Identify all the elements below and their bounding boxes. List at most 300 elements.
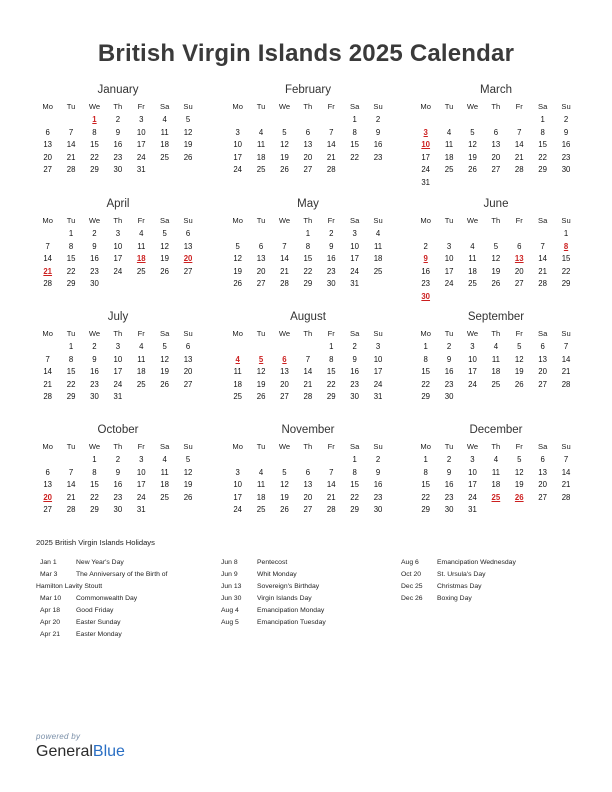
day-cell: 24 [444,279,454,289]
day-cell: 19 [514,367,524,377]
day-cell: 25 [233,392,243,402]
day-cell: 5 [282,127,287,137]
holiday-date: 30 [421,291,431,301]
day-cell: 26 [160,266,169,276]
day-cell: 23 [421,279,431,289]
month-days-grid [36,214,200,291]
day-cell: 5 [493,241,499,251]
empty-cell [249,228,272,241]
day-cell: 12 [256,367,266,377]
day-cell: 19 [160,367,169,377]
day-cell: 8 [305,241,311,251]
day-cell: 18 [468,266,477,276]
day-cell: 2 [92,229,97,238]
empty-cell [320,114,343,127]
day-cell: 28 [303,392,313,402]
day-cell: 9 [352,354,357,364]
day-cell: 23 [373,492,383,502]
page-title: British Virgin Islands 2025 Calendar [97,40,515,67]
day-cell: 1 [68,342,74,351]
month-april [36,196,200,291]
day-cell: 16 [373,480,383,490]
day-cell: 24 [113,266,123,276]
empty-cell [508,114,531,127]
day-cell: 13 [303,480,313,490]
month-days-grid [36,440,200,517]
day-cell: 1 [423,455,428,464]
day-cell: 21 [514,152,524,162]
day-cell: 25 [136,266,146,276]
weekday-header: Sa [350,442,360,451]
day-cell: 23 [326,266,336,276]
day-cell: 4 [139,342,144,351]
day-cell: 28 [561,379,571,389]
weekday-header: Th [491,102,501,111]
month-name: June [483,198,509,210]
day-cell: 20 [491,152,501,162]
holiday-date: 20 [43,492,53,502]
holiday-date-label: Aug 6 [401,559,419,566]
month-december [414,422,578,517]
weekday-header: Su [561,329,571,338]
day-cell: 9 [115,127,121,137]
day-cell: 14 [326,140,336,150]
day-cell: 14 [514,140,524,150]
day-cell: 4 [493,342,499,351]
day-cell: 2 [446,455,452,464]
empty-cell [296,114,319,127]
day-cell: 10 [136,127,146,137]
month-name: November [281,424,335,436]
logo-part-general: General [36,743,93,760]
day-cell: 26 [256,392,266,402]
day-cell: 19 [280,152,289,162]
day-cell: 1 [352,115,357,124]
day-cell: 17 [233,152,243,162]
day-cell: 19 [183,140,193,150]
day-cell: 27 [43,505,53,515]
day-cell: 1 [563,229,569,238]
day-cell: 6 [540,342,545,351]
day-cell: 20 [538,480,547,490]
day-cell: 9 [375,467,381,477]
holiday-date-label: Apr 20 [40,619,61,626]
holiday-name: Commonwealth Day [76,595,138,602]
day-cell: 31 [468,505,477,515]
holiday-date-label: Aug 4 [221,607,239,614]
weekday-header: Mo [42,442,53,451]
month-days-grid [36,100,200,177]
day-cell: 8 [423,467,428,477]
day-cell: 29 [326,392,336,402]
empty-cell [461,114,484,127]
weekday-header: Tu [444,442,454,451]
weekday-header: We [278,329,291,338]
day-cell: 3 [115,342,121,351]
day-cell: 19 [256,379,266,389]
day-cell: 6 [493,127,499,137]
day-cell: 29 [561,279,571,289]
day-cell: 17 [421,152,431,162]
day-cell: 12 [491,254,501,264]
month-days-grid [414,100,578,190]
day-cell: 16 [444,480,454,490]
holiday-date: 4 [235,354,240,364]
empty-cell [226,114,249,127]
day-cell: 5 [162,229,167,238]
day-cell: 16 [90,367,99,377]
day-cell: 12 [514,467,524,477]
day-cell: 2 [115,115,121,124]
day-cell: 25 [444,165,454,175]
empty-cell [249,114,272,127]
weekday-header: Sa [538,102,548,111]
weekday-header: Fr [515,442,523,451]
day-cell: 2 [92,342,97,351]
day-cell: 7 [305,354,311,364]
day-cell: 4 [258,467,264,477]
day-cell: 31 [136,165,146,175]
day-cell: 8 [68,354,74,364]
day-cell: 13 [183,241,193,251]
day-cell: 18 [256,492,266,502]
weekday-header: Sa [160,216,170,225]
holiday-date-label: Oct 20 [401,571,422,578]
day-cell: 17 [113,367,123,377]
holiday-date-label: Apr 21 [40,631,61,638]
day-cell: 20 [256,266,266,276]
month-january [36,82,200,177]
day-cell: 26 [280,165,289,175]
day-cell: 5 [235,241,240,251]
day-cell: 30 [113,505,123,515]
empty-cell [414,228,437,241]
day-cell: 7 [329,127,334,137]
empty-cell [508,228,531,241]
holiday-name: Sovereign's Birthday [257,583,320,590]
day-cell: 29 [421,392,431,402]
day-cell: 19 [468,152,477,162]
month-name: September [467,311,525,323]
day-cell: 2 [446,342,452,351]
holiday-date-label: Mar 10 [40,595,62,602]
day-cell: 20 [538,367,547,377]
weekday-header: Mo [232,216,243,225]
weekday-header: We [278,216,291,225]
holiday-date: 26 [514,492,524,502]
weekday-header: Tu [256,442,266,451]
day-cell: 10 [468,467,477,477]
day-cell: 13 [538,467,547,477]
day-cell: 1 [540,115,545,124]
month-days-grid [36,327,200,404]
day-cell: 25 [136,379,146,389]
day-cell: 20 [183,367,193,377]
day-cell: 21 [280,266,289,276]
weekday-header: Sa [160,329,170,338]
day-cell: 6 [45,467,50,477]
month-october [36,422,200,517]
day-cell: 14 [280,254,289,264]
day-cell: 24 [350,266,359,276]
day-cell: 11 [491,354,500,364]
day-cell: 18 [256,152,266,162]
empty-cell [296,454,319,467]
day-cell: 16 [444,367,454,377]
holiday-entry [40,569,167,581]
day-cell: 18 [373,254,383,264]
month-days-grid [414,214,578,304]
empty-cell [437,114,460,127]
empty-cell [484,228,507,241]
weekday-header: Su [183,216,193,225]
weekday-header: Sa [538,329,548,338]
day-cell: 29 [421,505,431,515]
weekday-header: Su [373,442,383,451]
weekday-header: Th [113,329,123,338]
day-cell: 7 [45,354,50,364]
day-cell: 11 [468,254,477,264]
day-cell: 14 [326,480,336,490]
holiday-name: The Anniversary of the Birth of [76,571,168,578]
day-cell: 16 [113,140,123,150]
day-cell: 1 [352,455,357,464]
day-cell: 23 [113,492,123,502]
holiday-name: Emancipation Wednesday [437,559,516,566]
weekday-header: We [88,216,101,225]
day-cell: 7 [517,127,522,137]
day-cell: 1 [329,342,334,351]
empty-cell [226,454,249,467]
weekday-header: Mo [42,329,53,338]
day-cell: 28 [326,165,336,175]
day-cell: 6 [185,229,191,238]
day-cell: 7 [563,342,569,351]
day-cell: 30 [326,279,336,289]
month-days-grid [414,440,578,517]
holiday-name: Pentecost [257,559,288,566]
day-cell: 15 [90,140,99,150]
holiday-date: 9 [423,254,428,264]
weekday-header: Th [113,102,123,111]
weekday-header: Th [491,216,501,225]
day-cell: 22 [421,379,431,389]
day-cell: 2 [329,229,334,238]
weekday-header: Fr [137,102,145,111]
day-cell: 23 [90,266,99,276]
weekday-header: Sa [160,442,170,451]
weekday-header: Mo [232,329,243,338]
day-cell: 10 [444,254,454,264]
holiday-entry [401,569,516,581]
day-cell: 22 [66,379,76,389]
day-cell: 22 [303,266,313,276]
day-cell: 31 [421,177,431,187]
day-cell: 27 [303,505,313,515]
day-cell: 26 [233,279,243,289]
day-cell: 1 [68,229,74,238]
holiday-date: 5 [258,354,264,364]
day-cell: 3 [139,455,144,464]
month-name: December [469,424,523,436]
day-cell: 19 [514,480,524,490]
day-cell: 7 [68,127,74,137]
month-march [414,82,578,190]
day-cell: 8 [423,354,428,364]
day-cell: 30 [350,392,359,402]
day-cell: 5 [470,127,475,137]
weekday-header: Th [491,442,501,451]
empty-cell [437,228,460,241]
day-cell: 9 [115,467,121,477]
holiday-name-continued: Hamilton Lavity Stoutt [36,583,103,590]
holiday-entry [40,593,167,605]
day-cell: 16 [113,480,123,490]
day-cell: 6 [258,241,264,251]
day-cell: 15 [90,480,99,490]
day-cell: 7 [68,467,74,477]
day-cell: 28 [43,392,53,402]
holiday-date: 18 [136,254,146,264]
day-cell: 11 [373,241,383,251]
empty-cell [414,114,437,127]
day-cell: 10 [233,480,243,490]
day-cell: 24 [421,165,431,175]
day-cell: 21 [66,492,76,502]
weekday-header: Su [373,216,383,225]
day-cell: 8 [352,127,357,137]
day-cell: 25 [468,279,477,289]
weekday-header: Su [183,329,193,338]
holiday-name: Emancipation Monday [257,607,325,614]
holiday-date-label: Jun 9 [221,571,238,578]
day-cell: 19 [280,492,289,502]
month-november [226,422,390,517]
day-cell: 21 [326,492,336,502]
empty-cell [59,114,82,127]
holiday-entry [221,581,326,593]
day-cell: 31 [350,279,359,289]
weekday-header: Fr [327,442,335,451]
weekday-header: Mo [420,329,431,338]
day-cell: 29 [303,279,313,289]
day-cell: 27 [538,492,547,502]
day-cell: 24 [233,165,243,175]
day-cell: 14 [561,467,571,477]
day-cell: 13 [256,254,266,264]
day-cell: 27 [514,279,524,289]
day-cell: 28 [66,505,76,515]
holiday-entry [401,581,516,593]
day-cell: 10 [373,354,383,364]
holiday-entry [40,605,167,617]
weekday-header: Mo [42,102,53,111]
month-february [226,82,390,177]
day-cell: 11 [137,241,146,251]
day-cell: 3 [446,241,452,251]
day-cell: 26 [514,379,524,389]
weekday-header: Su [561,442,571,451]
holiday-entry [221,569,326,581]
day-cell: 4 [258,127,264,137]
day-cell: 3 [352,229,357,238]
day-cell: 6 [305,467,311,477]
day-cell: 30 [444,505,454,515]
holiday-name: Emancipation Tuesday [257,619,326,626]
day-cell: 17 [113,254,123,264]
holiday-entry [40,629,167,641]
day-cell: 22 [561,266,571,276]
holiday-name: St. Ursula's Day [437,571,486,578]
weekday-header: We [466,102,479,111]
month-name: January [97,84,139,96]
month-days-grid [226,440,390,517]
day-cell: 13 [303,140,313,150]
day-cell: 24 [468,492,477,502]
empty-cell [36,114,59,127]
day-cell: 21 [561,480,571,490]
holiday-entry [221,605,326,617]
weekday-header: Fr [137,442,145,451]
day-cell: 28 [514,165,524,175]
generalblue-logo[interactable] [36,743,125,761]
weekday-header: Fr [327,102,335,111]
weekday-header: Sa [538,442,548,451]
day-cell: 15 [350,480,359,490]
weekday-header: Tu [66,329,76,338]
day-cell: 27 [303,165,313,175]
day-cell: 30 [90,392,99,402]
holiday-entry [221,593,326,605]
holiday-column [36,557,168,641]
month-name: July [107,311,129,323]
holiday-date: 21 [43,266,53,276]
day-cell: 16 [350,367,359,377]
weekday-header: We [278,442,291,451]
day-cell: 5 [185,455,191,464]
month-name: May [297,198,319,210]
month-may [226,196,390,291]
holiday-column [401,557,516,605]
day-cell: 31 [373,392,383,402]
day-cell: 26 [280,505,289,515]
day-cell: 23 [561,152,571,162]
day-cell: 28 [538,279,547,289]
holiday-date-label: Mar 3 [40,571,58,578]
day-cell: 24 [233,505,243,515]
day-cell: 13 [183,354,193,364]
weekday-header: Th [303,442,313,451]
weekday-header: Sa [350,216,360,225]
weekday-header: Th [303,329,313,338]
day-cell: 10 [113,241,123,251]
holiday-date-label: Jan 1 [40,559,57,566]
day-cell: 3 [470,342,475,351]
day-cell: 26 [183,492,193,502]
day-cell: 4 [162,115,167,124]
month-name: February [284,84,332,96]
day-cell: 29 [66,392,76,402]
day-cell: 6 [305,127,311,137]
weekday-header: Tu [256,329,266,338]
day-cell: 1 [423,342,428,351]
day-cell: 5 [282,467,287,477]
day-cell: 9 [446,467,452,477]
holiday-entry [221,557,326,569]
day-cell: 17 [444,266,454,276]
day-cell: 9 [92,241,97,251]
weekday-header: Tu [66,216,76,225]
